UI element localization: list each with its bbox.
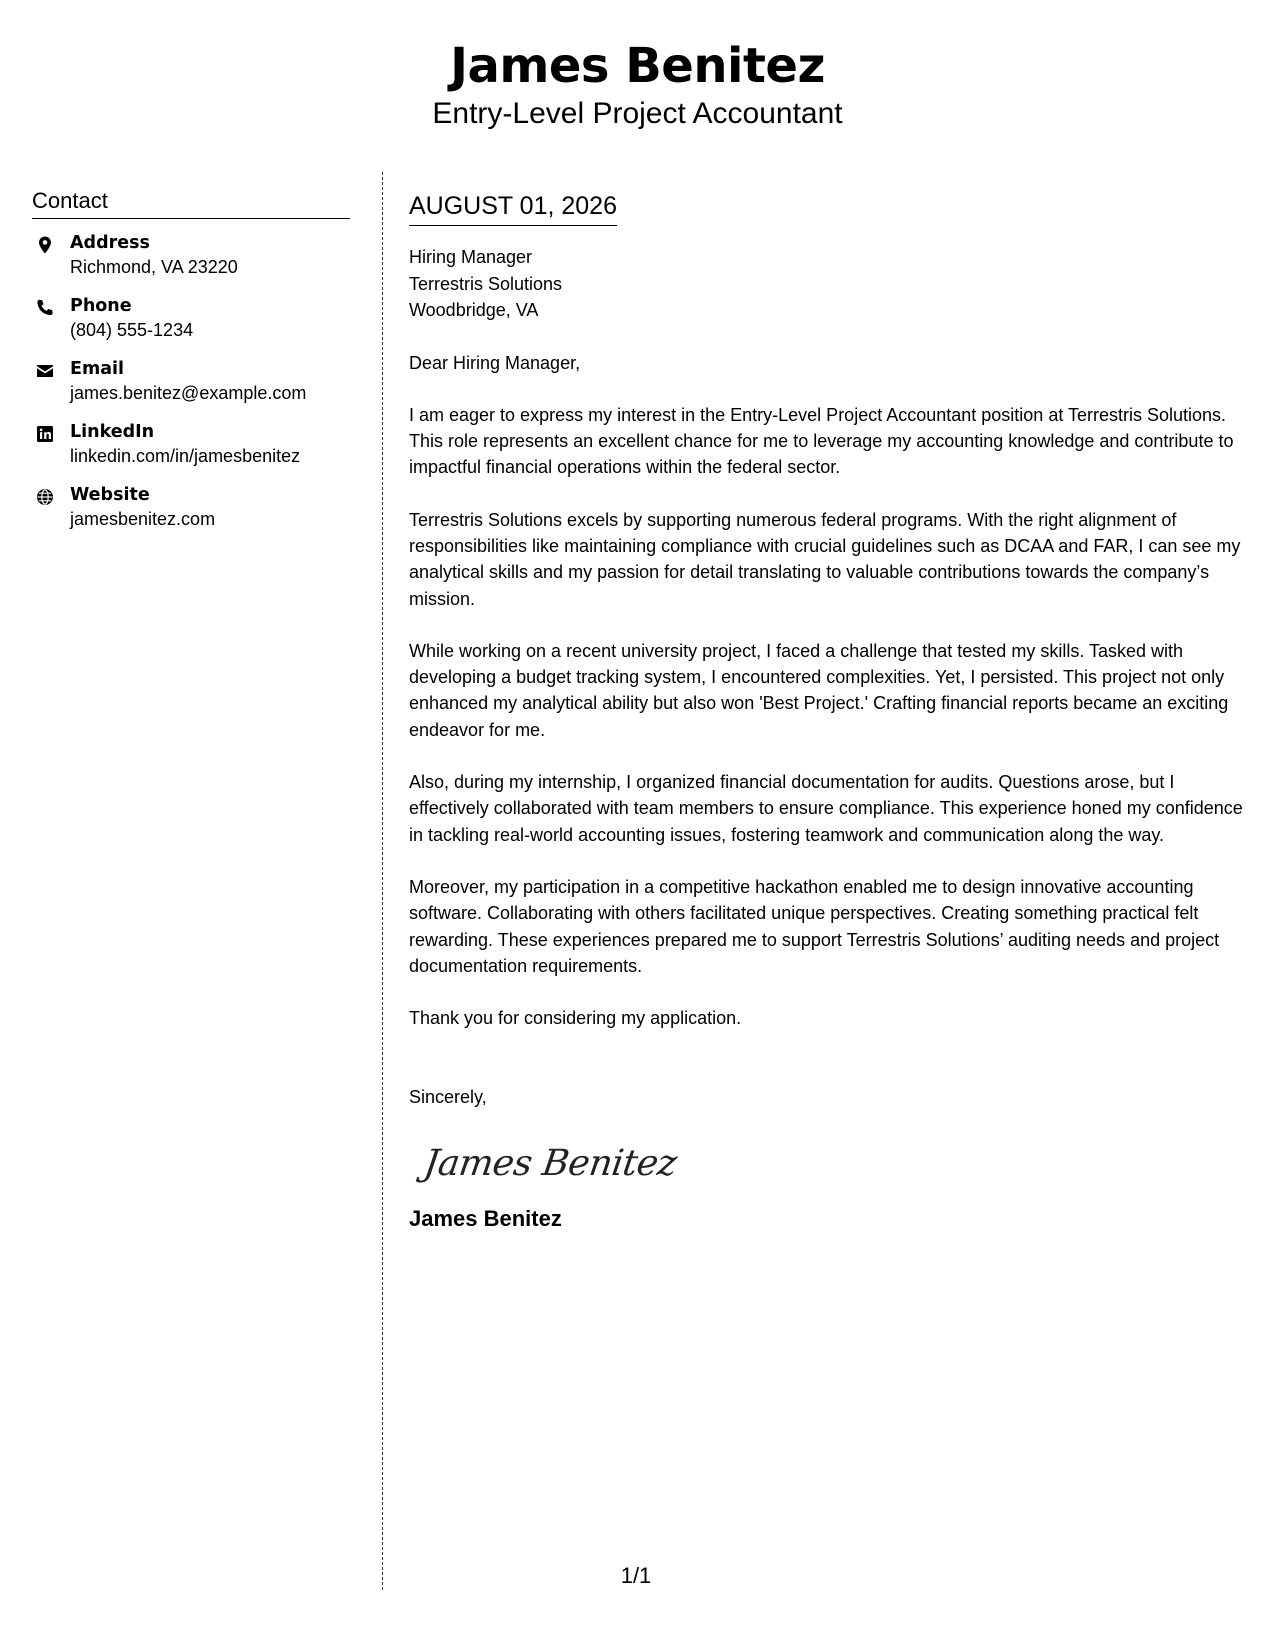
envelope-icon bbox=[35, 361, 55, 381]
address-value: Richmond, VA 23220 bbox=[70, 257, 238, 277]
body-paragraph: Thank you for considering my application. bbox=[409, 1008, 742, 1029]
contact-heading: Contact bbox=[32, 186, 350, 219]
globe-icon bbox=[35, 487, 55, 507]
letter-body bbox=[409, 190, 1249, 1233]
body-paragraph: Terrestris Solutions excels by supporting numerous federal programs. With the right alignment of responsibilities like maintaining compliance with crucial guidelines such as DCAA and FAR, I can see my analytical skills and my passion for detail translating to valuable contributions towards the company’s mission. bbox=[409, 509, 1241, 609]
map-pin-icon bbox=[35, 235, 55, 255]
signer-name: James Benitez bbox=[409, 1205, 562, 1231]
body-paragraph: I am eager to express my interest in the Entry-Level Project Accountant position at Terrestris Solutions. This role represents an excellent chance for me to leverage my accounting knowledge and contribute to impactful financial operations within the federal sector. bbox=[409, 404, 1234, 478]
linkedin-value: linkedin.com/in/jamesbenitez bbox=[70, 446, 301, 466]
recipient-line: Woodbridge, VA bbox=[409, 300, 539, 320]
body-paragraph: Also, during my internship, I organized financial documentation for audits. Questions arose, but I effectively collaborated with team members to ensure compliance. This experience honed my confidence in tackling real-world accounting issues, fostering teamwork and communication along the way. bbox=[409, 772, 1243, 845]
contact-item-address bbox=[32, 231, 350, 294]
body-paragraph: Moreover, my participation in a competitive hackathon enabled me to design innovative accounting software. Collaborating with others facilitated unique perspectives. Creating something practical felt rewarding. These experiences prepared me to support Terrestris Solutions’ auditing needs and project documentation requirements. bbox=[409, 876, 1220, 976]
applicant-name: James Benitez bbox=[450, 38, 825, 94]
contact-label: LinkedIn bbox=[70, 422, 155, 442]
contact-item-website bbox=[32, 483, 350, 546]
contact-item-email bbox=[32, 357, 350, 420]
page-number: 1/1 bbox=[620, 1563, 652, 1588]
resume-header bbox=[0, 36, 1275, 132]
column-divider bbox=[382, 172, 383, 1590]
signature-image bbox=[421, 1131, 680, 1191]
contact-list bbox=[32, 231, 350, 546]
contact-label: Website bbox=[70, 485, 150, 505]
contact-label: Phone bbox=[70, 296, 132, 316]
signature-script: James Benitez bbox=[421, 1140, 680, 1184]
phone-value: (804) 555-1234 bbox=[70, 320, 194, 340]
contact-item-phone bbox=[32, 294, 350, 357]
contact-item-linkedin bbox=[32, 420, 350, 483]
contact-label: Email bbox=[70, 359, 124, 379]
letter-date: AUGUST 01, 2026 bbox=[409, 190, 617, 226]
linkedin-icon bbox=[35, 424, 55, 444]
job-title: Entry-Level Project Accountant bbox=[432, 97, 843, 130]
recipient-line: Hiring Manager bbox=[409, 247, 533, 267]
email-value: james.benitez@example.com bbox=[70, 383, 307, 403]
contact-sidebar bbox=[32, 186, 350, 546]
website-value: jamesbenitez.com bbox=[70, 509, 216, 529]
body-paragraph: While working on a recent university project, I faced a challenge that tested my skills. Tasked with developing a budget tracking system, I encountered complexities. Yet, I persisted. This project not only enhanced my analytical ability but also won 'Best Project.' Crafting financial reports became an exciting endeavor for me. bbox=[409, 640, 1229, 740]
handwritten-signature bbox=[421, 1131, 1249, 1191]
recipient-block bbox=[409, 244, 1249, 324]
contact-label: Address bbox=[70, 233, 150, 253]
salutation: Dear Hiring Manager, bbox=[409, 352, 581, 373]
recipient-line: Terrestris Solutions bbox=[409, 273, 563, 294]
closing: Sincerely, bbox=[409, 1087, 487, 1108]
phone-icon bbox=[35, 298, 55, 318]
